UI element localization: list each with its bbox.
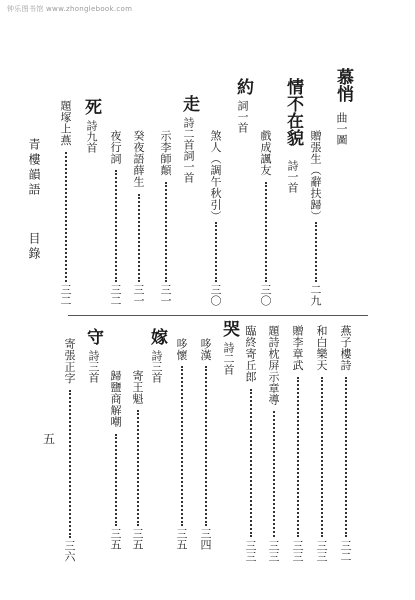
page-number: 二九 xyxy=(309,284,322,306)
page-number: 三一 xyxy=(159,284,172,306)
toc-entry: 哆懷 xyxy=(175,338,188,361)
leader-dots xyxy=(137,410,139,526)
page-number: 三二 xyxy=(109,284,122,306)
section-heading: 約 xyxy=(233,78,253,95)
page-number: 三五 xyxy=(175,528,188,550)
toc-entry: 贈張生（辭扶歸） xyxy=(309,130,322,222)
toc-entry: 寄張正字 xyxy=(63,338,76,384)
page-number: 三五 xyxy=(131,528,144,550)
section-count: 詞一首 xyxy=(236,100,249,133)
page-folio: 五 xyxy=(43,432,56,446)
page-number: 三三 xyxy=(315,540,328,562)
section-count: 曲一圖 xyxy=(335,112,348,145)
book-title: 青樓韻語 xyxy=(27,138,41,198)
toc-entry: 癸夜語薛生 xyxy=(132,130,145,188)
toc-entry: 煞人（調午秋引） xyxy=(209,130,222,222)
section-count: 詩三首 xyxy=(87,350,100,383)
leader-dots xyxy=(115,170,117,282)
section-count: 詩二首 xyxy=(222,342,235,375)
toc-entry: 和白樂天 xyxy=(315,325,328,371)
leader-dots xyxy=(315,222,317,282)
section-count: 詩二首詞一首 xyxy=(182,117,195,183)
toc-entry: 題詩枕屏示章導 xyxy=(267,325,280,406)
section-heading: 哭 xyxy=(219,320,239,337)
section-heading: 慕悄 xyxy=(333,68,353,102)
page-number: 三三 xyxy=(267,540,280,562)
leader-dots xyxy=(250,389,252,537)
page-number: 三四 xyxy=(199,528,212,550)
leader-dots xyxy=(181,366,183,526)
leader-dots xyxy=(273,411,275,537)
toc-entry: 夜行詞 xyxy=(109,130,122,165)
toc-entry: 臨終寄丘郎 xyxy=(244,325,257,383)
toc-entry: 哆漢 xyxy=(199,338,212,361)
page-number: 三〇 xyxy=(259,284,272,306)
leader-dots xyxy=(345,377,347,537)
section-count: 詩三首 xyxy=(150,350,163,383)
page-number: 三二 xyxy=(59,284,72,306)
toc-entry: 戲成諷友 xyxy=(259,130,272,176)
section-divider xyxy=(68,315,368,316)
toc-label: 目錄 xyxy=(27,232,41,262)
toc-entry: 歸鹽商解嘲 xyxy=(109,370,122,428)
watermark: 钟乐图书馆 www.zhonglebook.com xyxy=(7,5,133,13)
toc-entry: 贈李章武 xyxy=(291,325,304,371)
page-number: 三一 xyxy=(132,284,145,306)
section-heading: 死 xyxy=(81,98,101,115)
page-number: 三三 xyxy=(291,540,304,562)
leader-dots xyxy=(215,222,217,282)
leader-dots xyxy=(69,390,71,538)
section-heading: 情不在貌 xyxy=(283,78,303,146)
toc-entry: 題塚上燕 xyxy=(59,100,72,146)
leader-dots xyxy=(265,182,267,282)
page-number: 三六 xyxy=(63,540,76,562)
toc-entry: 燕子樓詩 xyxy=(339,325,352,371)
page-number: 三三 xyxy=(244,540,257,562)
section-heading: 守 xyxy=(83,328,103,345)
page-number: 三〇 xyxy=(209,284,222,306)
section-count: 詩一首 xyxy=(286,160,299,193)
leader-dots xyxy=(138,194,140,282)
leader-dots xyxy=(65,152,67,282)
section-heading: 走 xyxy=(179,95,199,112)
toc-entry: 示李師顛 xyxy=(159,130,172,176)
leader-dots xyxy=(297,377,299,537)
section-count: 詩九首 xyxy=(85,120,98,153)
leader-dots xyxy=(205,366,207,526)
section-heading: 嫁 xyxy=(147,328,167,345)
leader-dots xyxy=(165,182,167,282)
toc-entry: 寄王魁 xyxy=(131,370,144,405)
page-number: 三二 xyxy=(339,540,352,562)
leader-dots xyxy=(321,377,323,537)
leader-dots xyxy=(115,434,117,526)
page-number: 三五 xyxy=(109,528,122,550)
